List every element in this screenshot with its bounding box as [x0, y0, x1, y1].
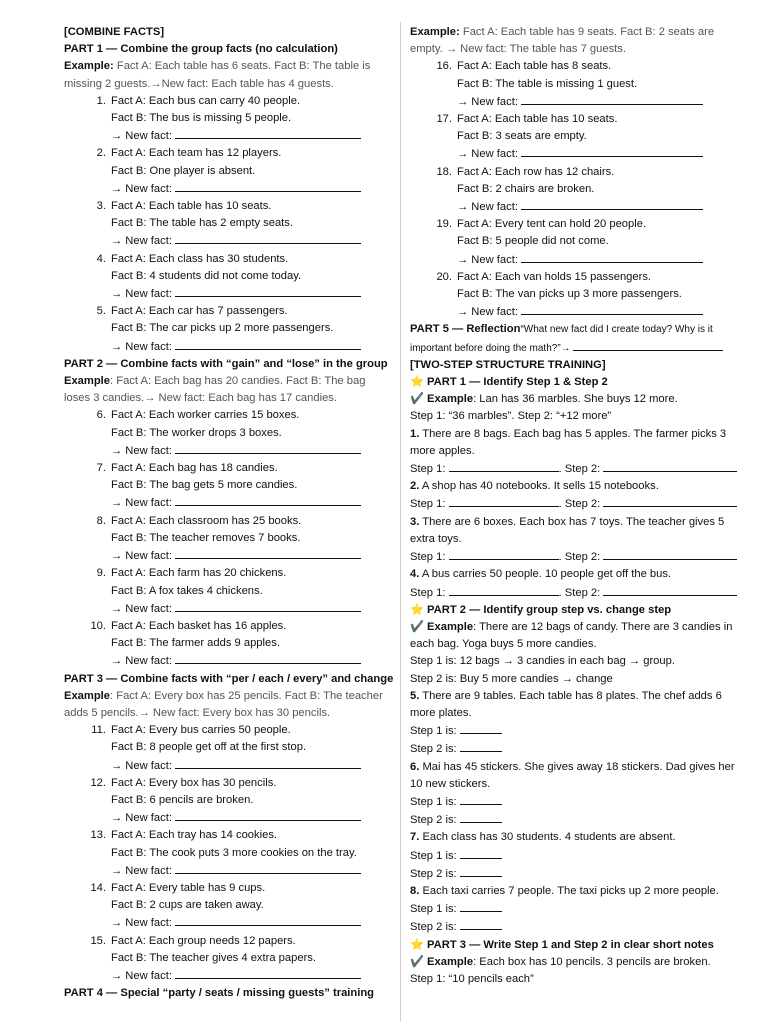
- exercise-item: [410, 269, 736, 322]
- step-answer-line: Step 1 is:: [410, 793, 736, 811]
- step-answer-line: Step 2 is:: [410, 865, 736, 883]
- new-fact-line: → New fact:: [111, 547, 390, 565]
- new-fact-answer-blank[interactable]: [521, 198, 703, 210]
- exercise-item: [64, 198, 390, 251]
- new-fact-answer-blank[interactable]: [175, 809, 361, 821]
- exercise-number: 2.: [96, 147, 106, 160]
- reflection-answer-blank[interactable]: [573, 339, 723, 351]
- fact-a: Fact A: Each row has 12 chairs.: [457, 165, 615, 178]
- fact-a: Fact A: Each bus can carry 40 people.: [111, 94, 301, 107]
- fact-b: Fact B: 2 chairs are broken.: [457, 182, 595, 195]
- fact-a: Fact A: Each class has 30 students.: [111, 252, 289, 265]
- two-step-part3-title: ⭐ PART 3 — Write Step 1 and Step 2 in clear short notes: [410, 938, 714, 951]
- step-answer-line: Step 2 is:: [410, 740, 736, 758]
- exercise-item: [64, 933, 390, 986]
- exercise-number: 8.: [96, 514, 106, 527]
- step-answer-line: Step 1: . Step 2:: [410, 548, 736, 566]
- exercise-item: [410, 58, 736, 111]
- exercise-item: [64, 93, 390, 146]
- new-fact-line: → New fact:: [111, 600, 390, 618]
- step-answer-line: Step 1 is:: [410, 722, 736, 740]
- star-icon: ⭐: [410, 376, 424, 389]
- exercise-number: 15.: [90, 934, 106, 947]
- checkmark-icon: ✔️: [410, 620, 424, 633]
- two-step-question: 6. Mai has 45 stickers. She gives away 18 stickers. Dad gives her 10 new stickers.: [410, 760, 735, 790]
- step2-answer-blank[interactable]: [603, 584, 737, 596]
- part1-example: Example: Fact A: Each table has 6 seats. Fact B: The table is missing 2 guests.→New fact: Each table has 4 guests.: [64, 60, 371, 90]
- step-answer-line: Step 1: . Step 2:: [410, 460, 736, 478]
- fact-b: Fact B: The table is missing 1 guest.: [457, 77, 638, 90]
- exercise-item: [64, 880, 390, 933]
- exercise-number: 19.: [436, 218, 452, 231]
- exercise-number: 5.: [96, 305, 106, 318]
- step2-answer-blank[interactable]: [603, 495, 737, 507]
- step2-answer-blank[interactable]: [460, 865, 502, 877]
- exercise-number: 9.: [96, 567, 106, 580]
- fact-b: Fact B: The worker drops 3 boxes.: [111, 426, 282, 439]
- checkmark-icon: ✔️: [410, 955, 424, 968]
- fact-b: Fact B: 8 people get off at the first stop.: [111, 741, 307, 754]
- two-step-question: 3. There are 6 boxes. Each box has 7 toys. The teacher gives 5 extra toys.: [410, 515, 725, 545]
- two-step-part3-example-step1: Step 1: “10 pencils each”: [410, 972, 534, 985]
- new-fact-answer-blank[interactable]: [175, 285, 361, 297]
- fact-a: Fact A: Every tent can hold 20 people.: [457, 218, 647, 231]
- new-fact-answer-blank[interactable]: [521, 145, 703, 157]
- exercise-item: [410, 216, 736, 269]
- exercise-item: [64, 513, 390, 566]
- fact-b: Fact B: 2 cups are taken away.: [111, 899, 264, 912]
- exercise-number: 18.: [436, 165, 452, 178]
- new-fact-answer-blank[interactable]: [175, 914, 361, 926]
- new-fact-answer-blank[interactable]: [175, 600, 361, 612]
- new-fact-answer-blank[interactable]: [175, 967, 361, 979]
- fact-b: Fact B: The cook puts 3 more cookies on the tray.: [111, 846, 357, 859]
- step1-answer-blank[interactable]: [449, 460, 559, 472]
- fact-a: Fact A: Each table has 8 seats.: [457, 60, 612, 73]
- exercise-number: 10.: [90, 619, 106, 632]
- new-fact-answer-blank[interactable]: [175, 757, 361, 769]
- two-step-heading: [TWO-STEP STRUCTURE TRAINING]: [410, 358, 606, 371]
- fact-a: Fact A: Each classroom has 25 books.: [111, 514, 302, 527]
- fact-b: Fact B: The bus is missing 5 people.: [111, 112, 292, 125]
- two-step-question: 2. A shop has 40 notebooks. It sells 15 notebooks.: [410, 480, 659, 493]
- exercise-number: 4.: [96, 252, 106, 265]
- part5-reflection: PART 5 — Reflection“What new fact did I create today? Why is it: [410, 323, 713, 336]
- exercise-number: 20.: [436, 270, 452, 283]
- step1-answer-blank[interactable]: [449, 584, 559, 596]
- new-fact-line: → New fact:: [457, 251, 736, 269]
- fact-b: Fact B: A fox takes 4 chickens.: [111, 584, 263, 597]
- part3-exercise-list: [64, 722, 390, 985]
- step2-answer-blank[interactable]: [460, 740, 502, 752]
- fact-b: Fact B: The farmer adds 9 apples.: [111, 637, 280, 650]
- new-fact-line: → New fact:: [111, 862, 390, 880]
- two-step-part1-title: ⭐ PART 1 — Identify Step 1 & Step 2: [410, 376, 608, 389]
- new-fact-line: → New fact:: [111, 494, 390, 512]
- step-answer-line: Step 1: . Step 2:: [410, 584, 736, 602]
- step-answer-line: Step 1: . Step 2:: [410, 495, 736, 513]
- exercise-item: [64, 303, 390, 356]
- checkmark-icon: ✔️: [410, 393, 424, 406]
- new-fact-answer-blank[interactable]: [175, 127, 361, 139]
- step-answer-line: Step 2 is:: [410, 918, 736, 936]
- fact-a: Fact A: Each tray has 14 cookies.: [111, 829, 278, 842]
- new-fact-line: → New fact:: [457, 93, 736, 111]
- new-fact-line: → New fact:: [111, 757, 390, 775]
- fact-a: Fact A: Each car has 7 passengers.: [111, 305, 288, 318]
- new-fact-answer-blank[interactable]: [521, 251, 703, 263]
- part1-exercise-list: [64, 93, 390, 356]
- new-fact-line: → New fact:: [457, 303, 736, 321]
- two-step-part2-title: ⭐ PART 2 — Identify group step vs. change step: [410, 603, 672, 616]
- new-fact-line: → New fact:: [111, 180, 390, 198]
- new-fact-line: → New fact:: [111, 338, 390, 356]
- two-step-part1-example-steps: Step 1: “36 marbles”. Step 2: “+12 more”: [410, 410, 612, 423]
- fact-a: Fact A: Each farm has 20 chickens.: [111, 567, 287, 580]
- part4-title: PART 4 — Special “party / seats / missing guests” training: [64, 987, 375, 1000]
- exercise-item: [64, 722, 390, 775]
- fact-a: Fact A: Each bag has 18 candies.: [111, 462, 278, 475]
- left-column: [64, 24, 394, 1002]
- step2-answer-blank[interactable]: [603, 460, 737, 472]
- fact-b: Fact B: One player is absent.: [111, 164, 256, 177]
- new-fact-answer-blank[interactable]: [521, 93, 703, 105]
- new-fact-line: → New fact:: [111, 809, 390, 827]
- fact-b: Fact B: The bag gets 5 more candies.: [111, 479, 298, 492]
- step2-answer-blank[interactable]: [603, 548, 737, 560]
- exercise-number: 3.: [96, 200, 106, 213]
- two-step-part2-example-step2: Step 2 is: Buy 5 more candies → change: [410, 672, 613, 685]
- step-answer-line: Step 1 is:: [410, 847, 736, 865]
- exercise-number: 16.: [436, 60, 452, 73]
- new-fact-line: → New fact:: [111, 967, 390, 985]
- exercise-number: 12.: [90, 776, 106, 789]
- part2-example: Example: Fact A: Each bag has 20 candies. Fact B: The bag loses 3 candies.→ New fact: Each bag has 17 candies.: [64, 375, 366, 405]
- step1-answer-blank[interactable]: [460, 847, 502, 859]
- exercise-item: [64, 251, 390, 304]
- part3-example: Example: Fact A: Every box has 25 pencils. Fact B: The teacher adds 5 pencils.→ New fact: Every box has 30 pencils.: [64, 689, 383, 719]
- new-fact-answer-blank[interactable]: [175, 652, 361, 664]
- fact-a: Fact A: Every box has 30 pencils.: [111, 776, 277, 789]
- fact-a: Fact A: Each group needs 12 papers.: [111, 934, 296, 947]
- new-fact-line: → New fact:: [111, 914, 390, 932]
- fact-a: Fact A: Each basket has 16 apples.: [111, 619, 287, 632]
- exercise-number: 7.: [96, 462, 106, 475]
- fact-b: Fact B: 4 students did not come today.: [111, 269, 302, 282]
- exercise-number: 13.: [90, 829, 106, 842]
- two-step-question: 8. Each taxi carries 7 people. The taxi picks up 2 more people.: [410, 884, 719, 897]
- new-fact-line: → New fact:: [111, 442, 390, 460]
- part4-example: Example: Fact A: Each table has 9 seats. Fact B: 2 seats are empty. → New fact: The table has 7 guests.: [410, 26, 715, 56]
- new-fact-line: → New fact:: [111, 232, 390, 250]
- part2-title: PART 2 — Combine facts with “gain” and “lose” in the group: [64, 357, 388, 370]
- step-answer-line: Step 1 is:: [410, 900, 736, 918]
- new-fact-answer-blank[interactable]: [175, 442, 361, 454]
- two-step-part3-example: ✔️ Example: Each box has 10 pencils. 3 pencils are broken.: [410, 955, 711, 968]
- step1-answer-blank[interactable]: [460, 793, 502, 805]
- step1-answer-blank[interactable]: [449, 495, 559, 507]
- new-fact-line: → New fact:: [111, 127, 390, 145]
- fact-b: Fact B: 3 seats are empty.: [457, 130, 587, 143]
- two-step-part2-example: ✔️ Example: There are 12 bags of candy. There are 3 candies in each bag. Yoga buys 5 more candies.: [410, 620, 733, 651]
- two-step-part1-example: ✔️ Example: Lan has 36 marbles. She buys 12 more.: [410, 393, 678, 406]
- two-step-part2-list: [410, 688, 736, 937]
- new-fact-line: → New fact:: [457, 145, 736, 163]
- fact-a: Fact A: Every bus carries 50 people.: [111, 724, 291, 737]
- two-step-part1-list: [410, 426, 736, 602]
- star-icon: ⭐: [410, 938, 424, 951]
- step1-answer-blank[interactable]: [460, 722, 502, 734]
- fact-b: Fact B: 5 people did not come.: [457, 235, 609, 248]
- new-fact-answer-blank[interactable]: [175, 232, 361, 244]
- column-divider: [400, 22, 401, 1022]
- two-step-question: 4. A bus carries 50 people. 10 people get off the bus.: [410, 568, 672, 581]
- exercise-item: [64, 460, 390, 513]
- part4-exercise-list: [410, 58, 736, 321]
- exercise-number: 6.: [96, 409, 106, 422]
- exercise-item: [64, 827, 390, 880]
- new-fact-answer-blank[interactable]: [175, 547, 361, 559]
- two-step-part2-example-step1: Step 1 is: 12 bags → 3 candies in each bag → group.: [410, 655, 675, 668]
- exercise-item: [64, 565, 390, 618]
- exercise-number: 11.: [91, 724, 106, 737]
- step2-answer-blank[interactable]: [460, 811, 502, 823]
- two-step-question: 7. Each class has 30 students. 4 students are absent.: [410, 831, 676, 844]
- right-column: [410, 24, 736, 988]
- new-fact-answer-blank[interactable]: [175, 180, 361, 192]
- part3-title: PART 3 — Combine facts with “per / each / every” and change: [64, 672, 394, 685]
- new-fact-answer-blank[interactable]: [521, 303, 703, 315]
- exercise-item: [64, 618, 390, 671]
- new-fact-line: → New fact:: [111, 285, 390, 303]
- fact-a: Fact A: Each worker carries 15 boxes.: [111, 409, 300, 422]
- step1-answer-blank[interactable]: [449, 548, 559, 560]
- exercise-number: 14.: [90, 881, 106, 894]
- exercise-item: [64, 407, 390, 460]
- exercise-item: [64, 775, 390, 828]
- fact-b: Fact B: The teacher removes 7 books.: [111, 531, 301, 544]
- part5-reflection-line2: important before doing the math?”→: [410, 339, 736, 357]
- new-fact-line: → New fact:: [457, 198, 736, 216]
- exercise-number: 1.: [96, 94, 106, 107]
- exercise-item: [410, 111, 736, 164]
- part1-title: PART 1 — Combine the group facts (no calculation): [64, 43, 338, 56]
- fact-a: Fact A: Each team has 12 players.: [111, 147, 282, 160]
- fact-b: Fact B: The table has 2 empty seats.: [111, 217, 293, 230]
- fact-b: Fact B: The teacher gives 4 extra papers.: [111, 951, 317, 964]
- fact-a: Fact A: Each table has 10 seats.: [457, 113, 618, 126]
- exercise-item: [64, 145, 390, 198]
- new-fact-answer-blank[interactable]: [175, 338, 361, 350]
- worksheet-heading: [COMBINE FACTS]: [64, 26, 165, 38]
- two-step-question: 1. There are 8 bags. Each bag has 5 apples. The farmer picks 3 more apples.: [410, 427, 727, 457]
- two-step-question: 5. There are 9 tables. Each table has 8 plates. The chef adds 6 more plates.: [410, 689, 722, 719]
- new-fact-answer-blank[interactable]: [175, 494, 361, 506]
- fact-a: Fact A: Each van holds 15 passengers.: [457, 270, 652, 283]
- new-fact-answer-blank[interactable]: [175, 862, 361, 874]
- new-fact-line: → New fact:: [111, 652, 390, 670]
- step1-answer-blank[interactable]: [460, 900, 502, 912]
- fact-a: Fact A: Every table has 9 cups.: [111, 881, 266, 894]
- star-icon: ⭐: [410, 603, 424, 616]
- fact-b: Fact B: 6 pencils are broken.: [111, 793, 254, 806]
- step2-answer-blank[interactable]: [460, 918, 502, 930]
- fact-b: Fact B: The car picks up 2 more passengers.: [111, 322, 334, 335]
- fact-a: Fact A: Each table has 10 seats.: [111, 200, 272, 213]
- step-answer-line: Step 2 is:: [410, 811, 736, 829]
- exercise-item: [410, 164, 736, 217]
- part2-exercise-list: [64, 407, 390, 670]
- fact-b: Fact B: The van picks up 3 more passengers.: [457, 288, 682, 301]
- exercise-number: 17.: [436, 113, 452, 126]
